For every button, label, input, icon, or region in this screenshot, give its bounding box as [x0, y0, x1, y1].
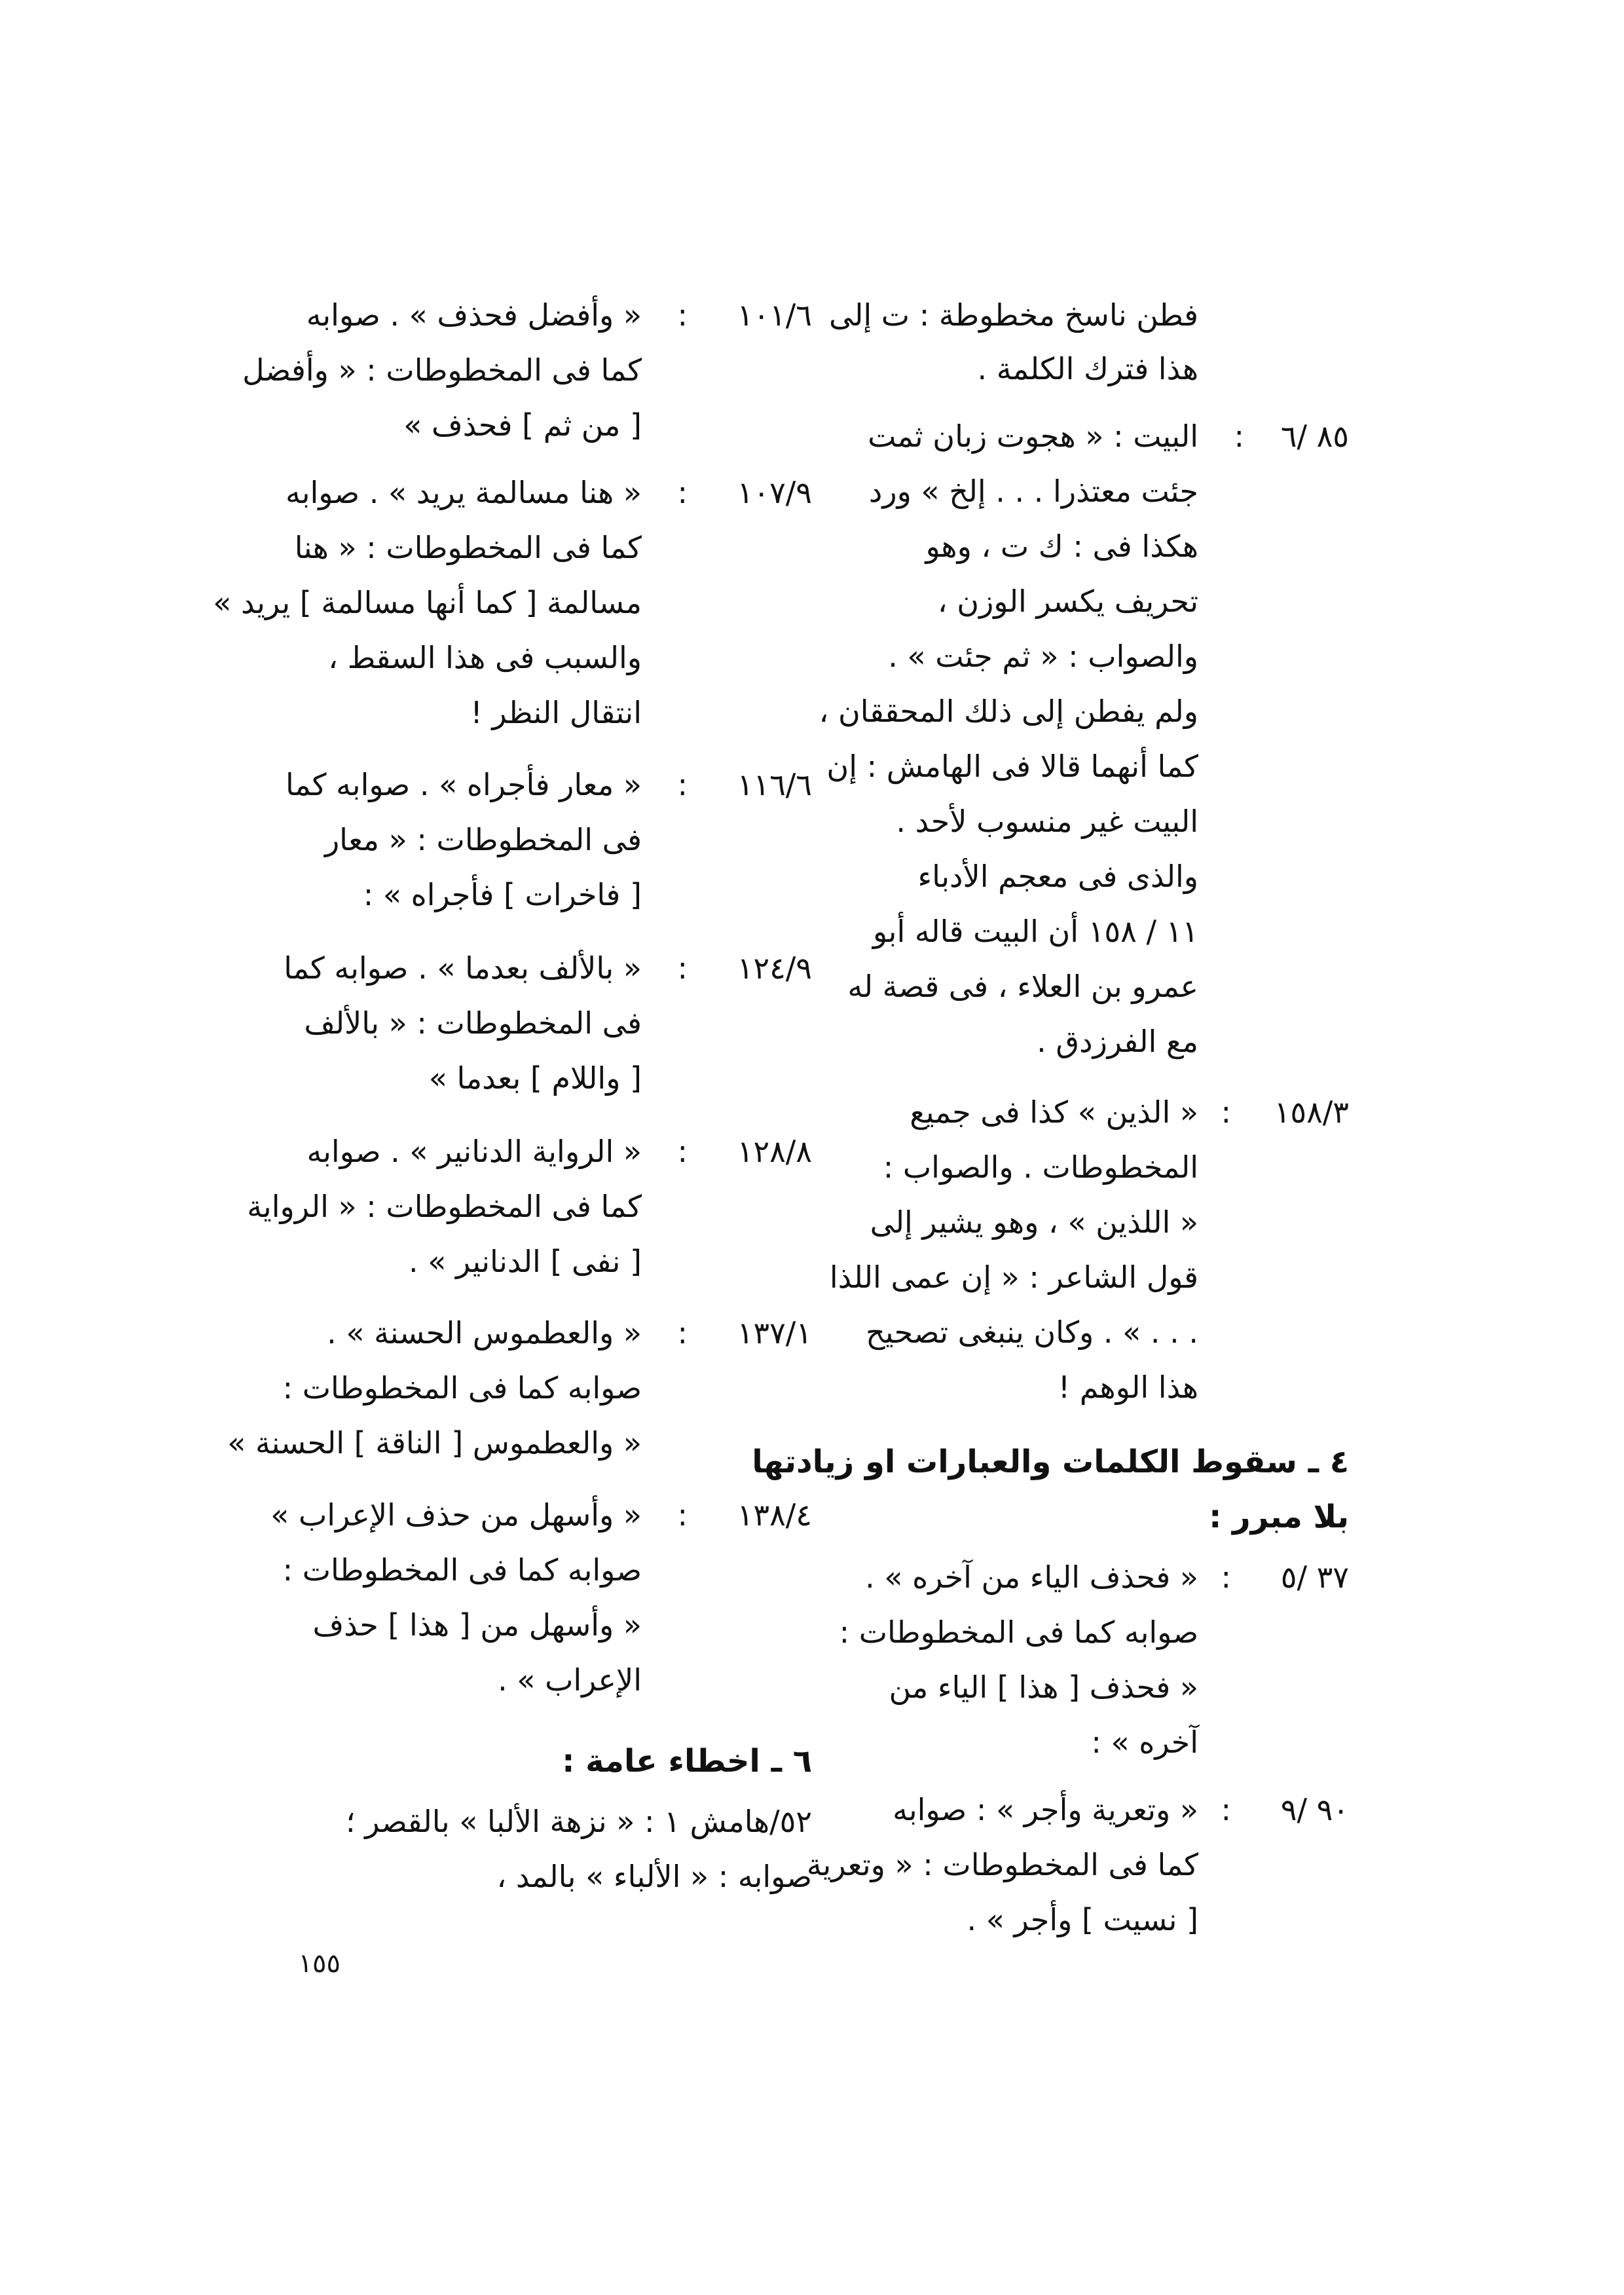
- text-line: « بالألف بعدما » . صوابه كما: [284, 950, 642, 986]
- text-line: « فحذف [ هذا ] الياء من: [889, 1670, 1198, 1705]
- text-line: « والعطموس الحسنة » .: [327, 1315, 642, 1351]
- text-line: فى المخطوطات : « معار: [324, 822, 642, 857]
- text-line: والصواب : « ثم جئت » .: [888, 639, 1198, 674]
- separator-colon: :: [677, 950, 688, 986]
- text-line: الإعراب » .: [498, 1662, 642, 1698]
- text-line: ولم يفطن إلى ذلك المحققان ،: [819, 694, 1198, 729]
- text-line: [ واللام ] بعدما »: [428, 1060, 642, 1096]
- entry-reference: ١٣٧/١: [737, 1315, 812, 1351]
- separator-colon: :: [677, 767, 688, 802]
- text-line: مع الفرزدق .: [1037, 1024, 1198, 1059]
- text-line: كما أنهما قالا فى الهامش : إن: [826, 749, 1198, 784]
- text-line: كما فى المخطوطات : « الرواية: [247, 1189, 642, 1224]
- text-line: « وأفضل فحذف » . صوابه: [306, 297, 642, 333]
- section-heading: بلا مبرر :: [1209, 1499, 1349, 1535]
- text-line: هذا فترك الكلمة .: [977, 351, 1198, 386]
- text-line: هكذا فى : ك ت ، وهو: [925, 529, 1198, 564]
- text-line: المخطوطات . والصواب :: [883, 1149, 1198, 1185]
- text-line: « الذين » كذا فى جميع: [910, 1094, 1198, 1130]
- text-line: كما فى المخطوطات : « وأفضل: [242, 352, 642, 388]
- separator-colon: :: [677, 1497, 688, 1533]
- text-line: هذا الوهم !: [1058, 1370, 1198, 1405]
- text-line: « فحذف الياء من آخره » .: [865, 1559, 1198, 1595]
- text-line: [ فاخرات ] فأجراه » :: [363, 877, 642, 912]
- text-line: جئت معتذرا . . . إلخ » ورد: [868, 474, 1198, 509]
- text-line: « وتعرية وأجر » : صوابه: [893, 1792, 1198, 1827]
- text-line: ٥٢/هامش ١ : « نزهة الألبا » بالقصر ؛: [346, 1804, 812, 1839]
- entry-reference: ١٠٧/٩: [737, 475, 812, 510]
- text-line: انتقال النظر !: [470, 695, 642, 730]
- text-line: « معار فأجراه » . صوابه كما: [286, 767, 642, 802]
- separator-colon: :: [677, 475, 688, 510]
- section-heading: ٦ ـ اخطاء عامة :: [562, 1743, 812, 1780]
- entry-reference: ٨٥ /٦: [1280, 419, 1349, 454]
- separator-colon: :: [1221, 1094, 1231, 1130]
- separator-colon: :: [677, 1134, 688, 1169]
- text-line: [ نسيت ] وأجر » .: [967, 1902, 1198, 1937]
- text-line: آخره » :: [1091, 1725, 1198, 1760]
- separator-colon: :: [1221, 1792, 1231, 1827]
- text-line: « اللذين » ، وهو يشير إلى: [870, 1204, 1198, 1240]
- entry-reference: ١٥٨/٣: [1274, 1094, 1349, 1130]
- text-line: « الرواية الدنانير » . صوابه: [306, 1134, 642, 1169]
- text-line: فطن ناسخ مخطوطة : ت إلى: [829, 297, 1198, 333]
- entry-reference: ١٢٨/٨: [737, 1134, 812, 1169]
- text-line: قول الشاعر : « إن عمى اللذا: [829, 1259, 1198, 1295]
- text-line: كما فى المخطوطات : « وتعرية: [806, 1847, 1198, 1882]
- text-line: ١١ / ١٥٨ أن البيت قاله أبو: [872, 914, 1198, 949]
- text-line: عمرو بن العلاء ، فى قصة له: [847, 969, 1198, 1004]
- text-line: « وأسهل من [ هذا ] حذف: [312, 1607, 642, 1643]
- entry-reference: ٩٠ /٩: [1280, 1792, 1349, 1827]
- entry-reference: ١٢٤/٩: [737, 950, 812, 986]
- text-line: صوابه : « الألباء » بالمد ،: [496, 1859, 812, 1894]
- text-line: كما فى المخطوطات : « هنا: [294, 530, 642, 565]
- entry-reference: ١١٦/٦: [737, 767, 812, 802]
- separator-colon: :: [1221, 1559, 1231, 1595]
- text-line: « وأسهل من حذف الإعراب »: [270, 1497, 642, 1533]
- text-line: « هنا مسالمة يريد » . صوابه: [286, 475, 642, 510]
- entry-reference: ١٣٨/٤: [737, 1497, 812, 1533]
- separator-colon: :: [677, 297, 688, 333]
- text-line: فى المخطوطات : « بالألف: [304, 1005, 642, 1041]
- text-line: . . . » . وكان ينبغى تصحيح: [866, 1315, 1198, 1350]
- page-number: ١٥٥: [298, 1949, 341, 1979]
- text-line: [ نفى ] الدنانير » .: [408, 1244, 642, 1279]
- text-line: صوابه كما فى المخطوطات :: [282, 1552, 642, 1588]
- entry-reference: ١٠١/٦: [737, 297, 812, 333]
- text-line: تحريف يكسر الوزن ،: [937, 584, 1198, 619]
- text-line: مسالمة [ كما أنها مسالمة ] يريد »: [213, 585, 642, 620]
- text-line: والسبب فى هذا السقط ،: [328, 640, 642, 675]
- separator-colon: :: [1234, 419, 1244, 454]
- separator-colon: :: [677, 1315, 688, 1351]
- text-line: البيت غير منسوب لأحد .: [896, 804, 1198, 839]
- text-line: [ من ثم ] فحذف »: [403, 407, 642, 443]
- text-line: صوابه كما فى المخطوطات :: [282, 1370, 642, 1406]
- text-line: « والعطموس [ الناقة ] الحسنة »: [227, 1425, 642, 1461]
- section-heading: ٤ ـ سقوط الكلمات والعبارات او زيادتها: [752, 1444, 1349, 1480]
- text-line: والذى فى معجم الأدباء: [917, 859, 1198, 894]
- text-line: البيت : « هجوت زبان ثمت: [868, 419, 1198, 454]
- entry-reference: ٣٧ /٥: [1280, 1559, 1349, 1595]
- text-line: صوابه كما فى المخطوطات :: [839, 1614, 1198, 1650]
